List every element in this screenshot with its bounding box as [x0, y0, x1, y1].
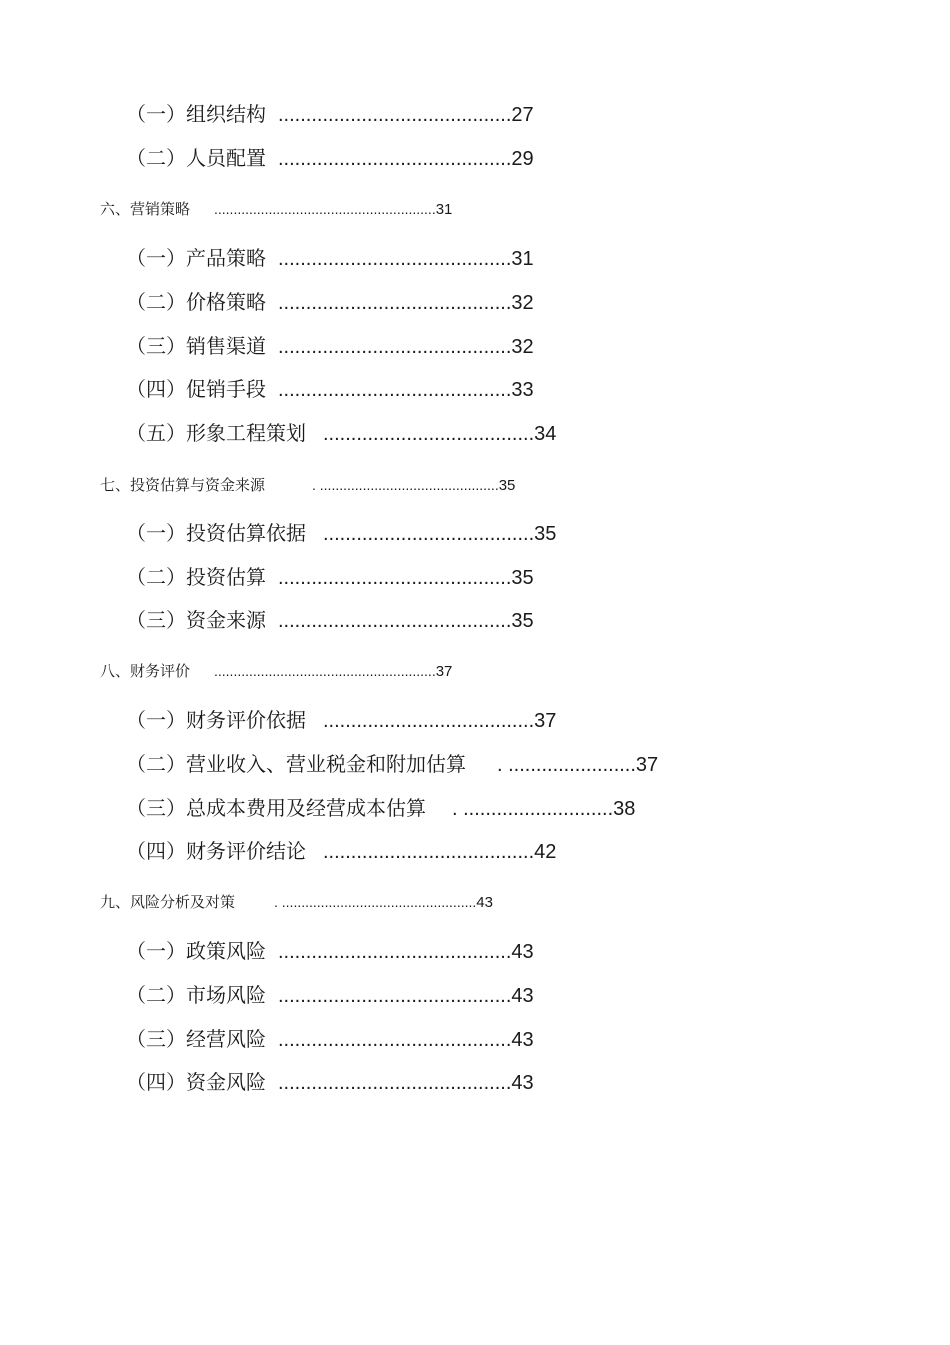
toc-entry-leader: .......................................... [278, 1029, 512, 1051]
toc-section-label: 九、风险分析及对策 [100, 893, 236, 911]
toc-entry-leader: .......................................... [278, 985, 512, 1007]
toc-section-leader: ......................................................... [214, 201, 436, 217]
toc-entry-label: （三）总成本费用及经营成本估算 [126, 796, 426, 820]
toc-section-label: 六、营销策略 [100, 200, 191, 218]
toc-section[interactable] [100, 202, 452, 217]
toc-section[interactable] [100, 664, 452, 679]
toc-entry-leader: . ........................... [452, 798, 614, 820]
toc-entry-leader: .......................................... [278, 941, 512, 963]
toc-entry[interactable] [126, 985, 534, 1006]
toc-entry-page: 35 [534, 523, 557, 545]
toc-section-label: 八、财务评价 [100, 662, 191, 680]
toc-section-leader: ......................................................... [214, 663, 436, 679]
toc-entry-label: （二）人员配置 [126, 146, 266, 170]
toc-entry-page: 43 [511, 1029, 534, 1051]
toc-entry-leader: .......................................... [278, 379, 512, 401]
toc-entry-label: （四）财务评价结论 [126, 839, 306, 863]
toc-entry-leader: ...................................... [323, 523, 535, 545]
toc-entry-page: 38 [613, 798, 636, 820]
toc-entry-leader: ...................................... [323, 423, 535, 445]
toc-section-page: 37 [435, 663, 453, 680]
toc-entry-label: （一）产品策略 [126, 246, 266, 270]
toc-entry-leader: . ....................... [497, 754, 636, 776]
toc-entry-label: （一）组织结构 [126, 102, 266, 126]
toc-section[interactable] [100, 895, 493, 910]
toc-entry-leader: .......................................... [278, 148, 512, 170]
toc-entry-page: 43 [511, 1072, 534, 1094]
toc-entry-label: （二）市场风险 [126, 983, 266, 1007]
toc-entry-leader: .......................................... [278, 104, 512, 126]
toc-entry[interactable] [126, 610, 534, 631]
toc-entry-page: 31 [511, 248, 534, 270]
toc-entry-leader: .......................................... [278, 1072, 512, 1094]
toc-entry-label: （一）政策风险 [126, 939, 266, 963]
toc-entry[interactable] [126, 336, 534, 357]
toc-entry-page: 43 [511, 941, 534, 963]
toc-section-leader: . .............................................. [312, 477, 499, 493]
toc-entry[interactable] [126, 523, 556, 544]
toc-entry-page: 35 [511, 610, 534, 632]
toc-entry-label: （二）投资估算 [126, 565, 266, 589]
toc-entry-page: 32 [511, 292, 534, 314]
toc-section-page: 31 [435, 201, 453, 218]
toc-entry[interactable] [126, 841, 556, 862]
toc-entry-label: （四）资金风险 [126, 1070, 266, 1094]
toc-entry-page: 29 [511, 148, 534, 170]
toc-entry[interactable] [126, 104, 534, 125]
toc-entry-label: （二）营业收入、营业税金和附加估算 [126, 752, 466, 776]
toc-entry-leader: .......................................... [278, 248, 512, 270]
toc-entry-page: 37 [534, 710, 557, 732]
toc-entry-leader: .......................................... [278, 610, 512, 632]
toc-entry-label: （一）财务评价依据 [126, 708, 306, 732]
toc-entry-label: （三）资金来源 [126, 608, 266, 632]
toc-entry-leader: .......................................... [278, 336, 512, 358]
toc-entry-leader: .......................................... [278, 567, 512, 589]
toc-entry[interactable] [126, 248, 534, 269]
toc-entry[interactable] [126, 148, 534, 169]
toc-entry[interactable] [126, 567, 534, 588]
toc-entry-label: （五）形象工程策划 [126, 421, 306, 445]
toc-entry-leader: ...................................... [323, 710, 535, 732]
toc-entry[interactable] [126, 798, 635, 819]
toc-entry-page: 37 [635, 754, 659, 776]
toc-section-page: 43 [476, 894, 493, 911]
toc-entry-page: 33 [511, 379, 534, 401]
toc-entry-leader: ...................................... [323, 841, 535, 863]
toc-entry-label: （三）销售渠道 [126, 334, 266, 358]
toc-entry-label: （一）投资估算依据 [126, 521, 306, 545]
toc-section[interactable] [100, 478, 515, 493]
toc-section-leader: . .................................................. [274, 894, 477, 910]
toc-entry-leader: .......................................... [278, 292, 512, 314]
toc-section-page: 35 [498, 477, 516, 494]
toc-entry-page: 35 [511, 567, 534, 589]
toc-entry[interactable] [126, 423, 556, 444]
toc-entry-page: 32 [511, 336, 534, 358]
toc-entry[interactable] [126, 941, 534, 962]
toc-entry-page: 34 [534, 423, 557, 445]
toc-entry[interactable] [126, 754, 658, 775]
toc-entry-label: （四）促销手段 [126, 377, 266, 401]
toc-entry[interactable] [126, 1072, 534, 1093]
toc-entry[interactable] [126, 292, 534, 313]
toc-entry-label: （三）经营风险 [126, 1027, 266, 1051]
toc-entry-page: 42 [534, 841, 557, 863]
toc-entry[interactable] [126, 1029, 534, 1050]
toc-entry[interactable] [126, 379, 534, 400]
toc-entry-page: 43 [511, 985, 534, 1007]
toc-section-label: 七、投资估算与资金来源 [100, 476, 266, 494]
toc-entry-page: 27 [511, 104, 534, 126]
toc-entry[interactable] [126, 710, 556, 731]
toc-entry-label: （二）价格策略 [126, 290, 266, 314]
